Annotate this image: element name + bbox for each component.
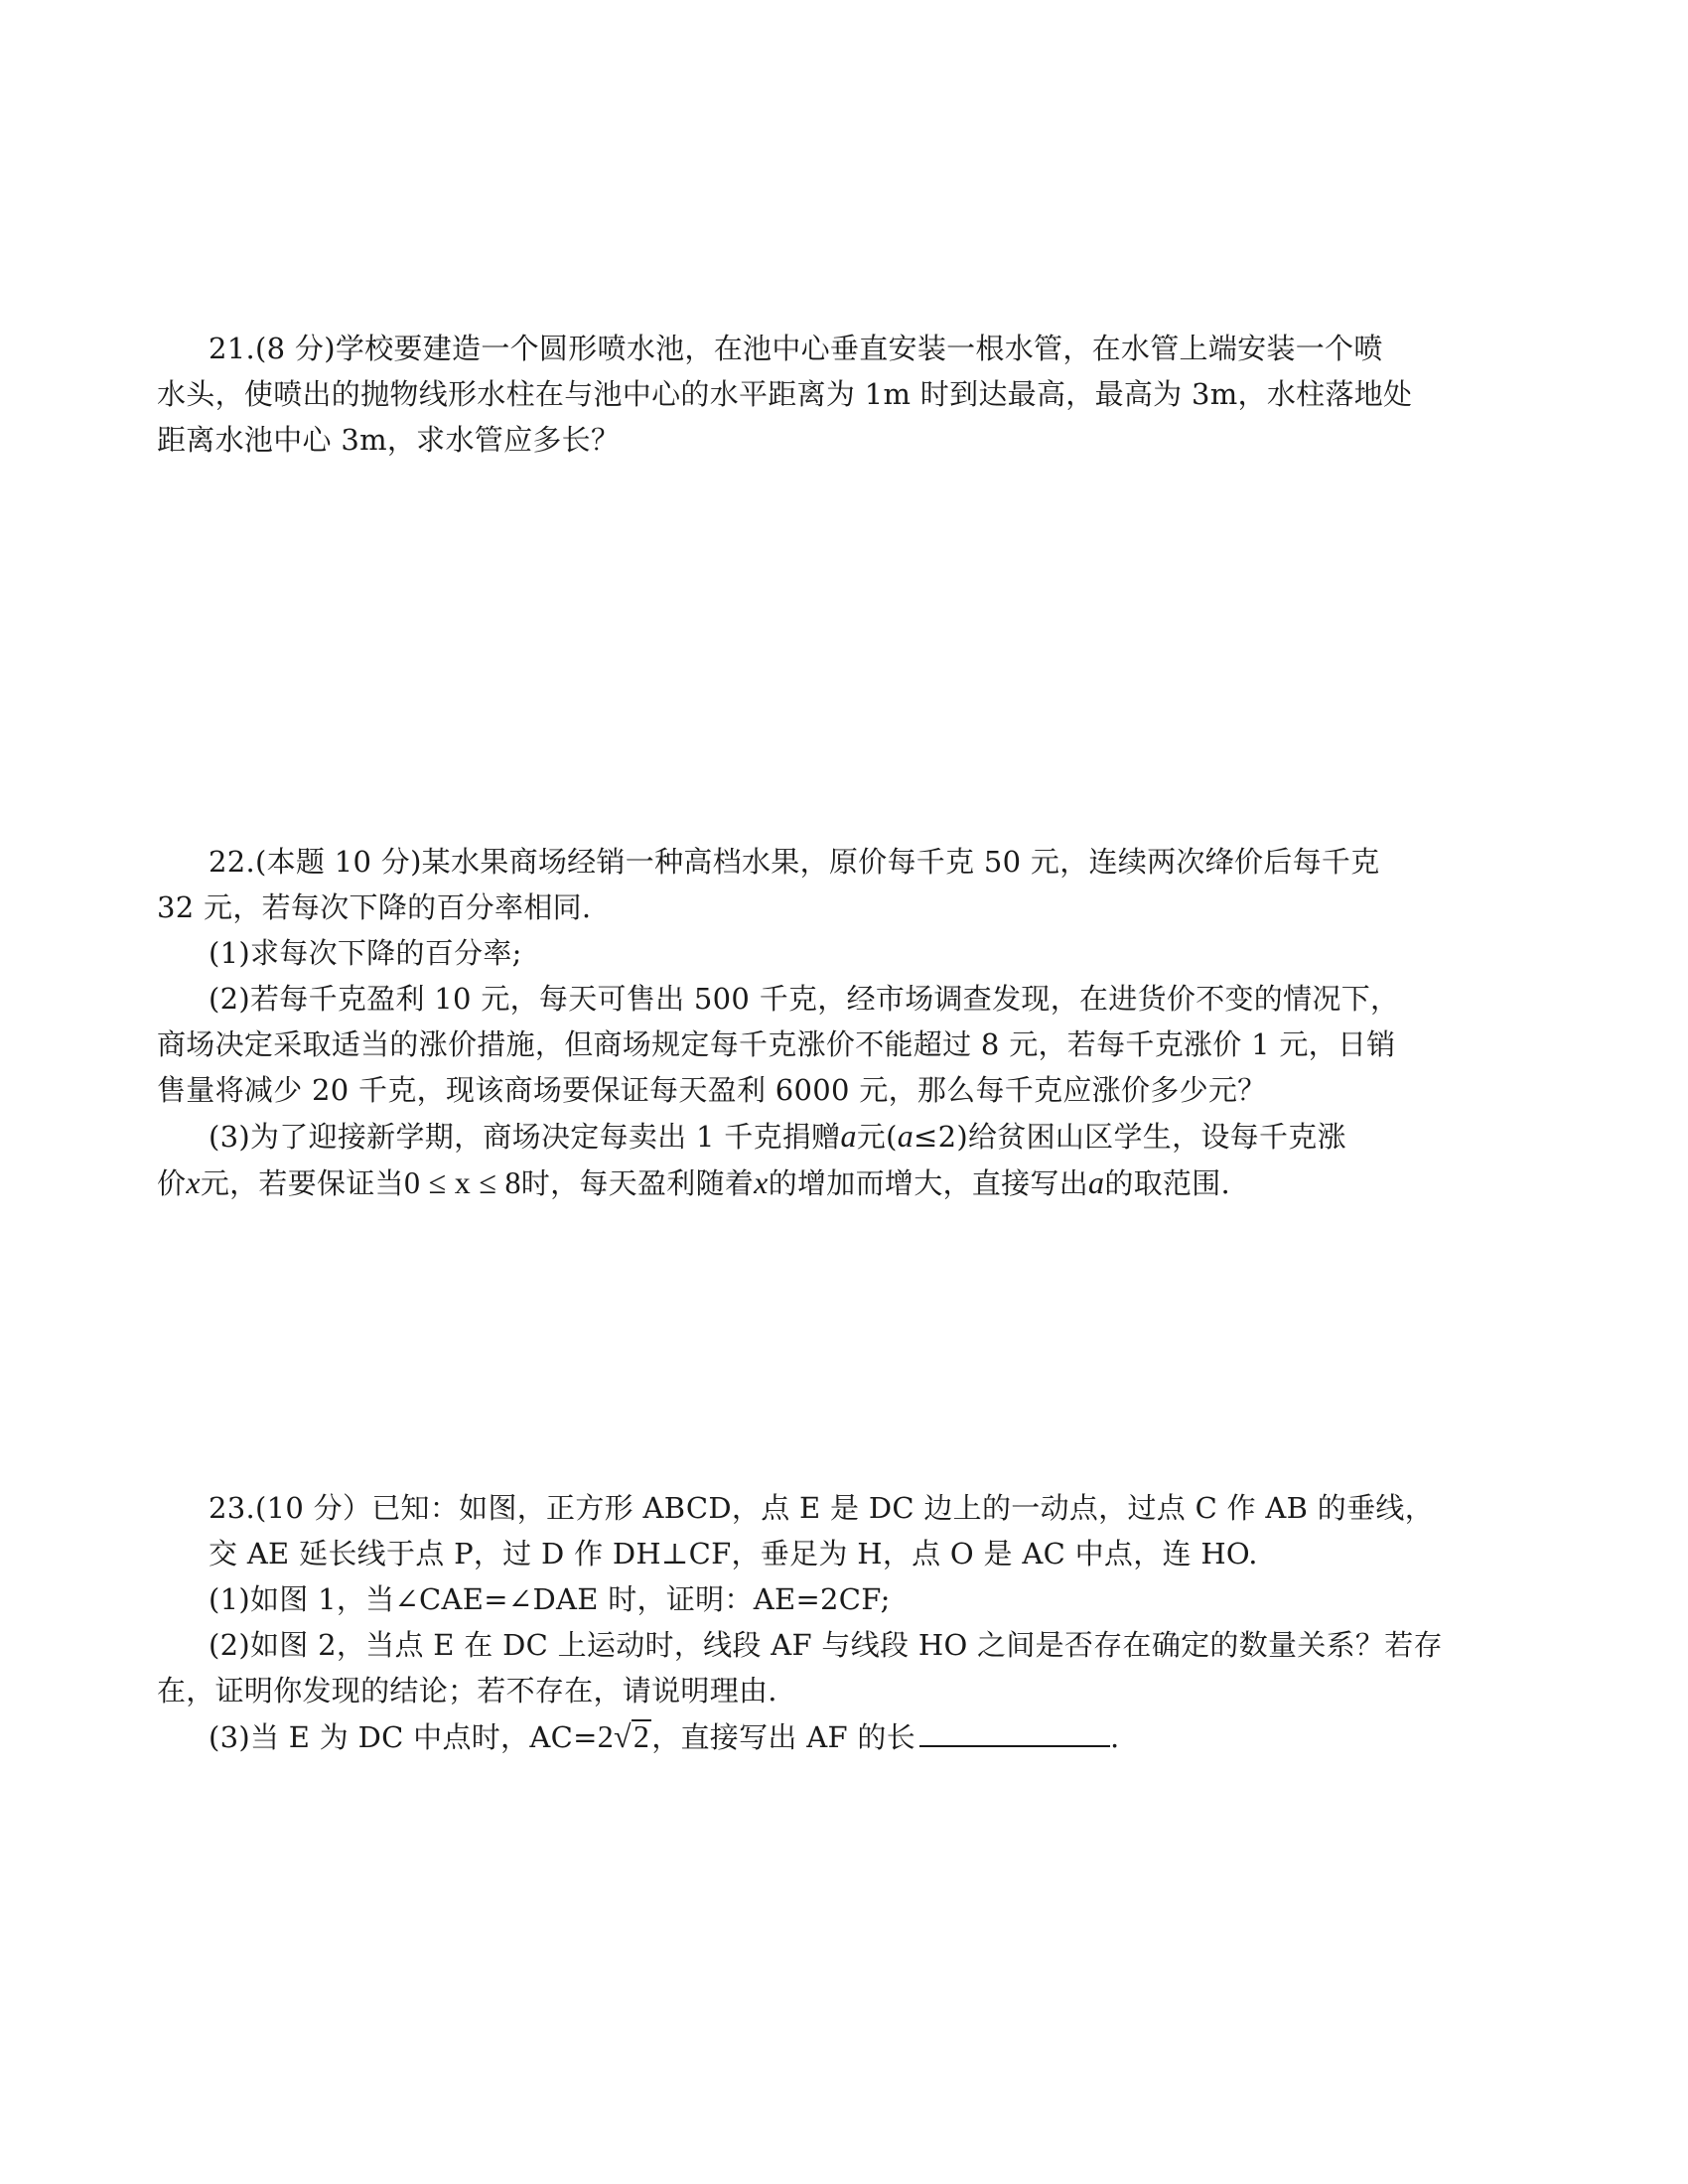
square-root: √2 [614,1718,650,1754]
problem-21 [157,326,1539,463]
problem-21-line-2: 水头，使喷出的抛物线形水柱在与池中心的水平距离为 1m 时到达最高，最高为 3m，水柱落地处 [157,377,1413,411]
problem-22 [157,839,1539,1206]
problem-22-part-3-line-2 [157,1160,1539,1206]
p22-p3-text-7: 的增加而增大，直接写出 [768,1166,1088,1200]
problem-22-part-2-line-1: (2)若每千克盈利 10 元，每天可售出 500 千克，经市场调查发现，在进货价不变的情况下， [209,982,1400,1016]
problem-23-part-2-line-1: (2)如图 2，当点 E 在 DC 上运动时，线段 AF 与线段 HO 之间是否存在确定的数量关系？若存 [209,1628,1443,1662]
problem-23-part-3 [157,1713,1539,1760]
p22-p3-text-2: 元( [856,1120,898,1154]
answer-blank[interactable] [919,1715,1110,1747]
problem-22-line-1: 22.(本题 10 分)某水果商场经销一种高档水果，原价每千克 50 元，连续两次绛价后每千克 [209,845,1380,879]
sqrt-coefficient: 2 [597,1718,615,1754]
problem-23-part-2-line-2: 在，证明你发现的结论；若不存在，请说明理由. [157,1674,777,1707]
variable-x: x [186,1164,201,1200]
p22-p3-text-4: 价 [157,1166,187,1200]
p22-p3-text-6: 时，每天盈利随着 [520,1166,755,1200]
p22-p3-text-1: (3)为了迎接新学期，商场决定每卖出 1 千克捐赠 [209,1120,841,1154]
problem-22-line-2: 32 元，若每次下降的百分率相同. [157,890,592,924]
p22-p3-text-8: 的取范围. [1104,1166,1231,1200]
problem-23-line-2: 交 AE 延长线于点 P，过 D 作 DH⊥CF，垂足为 H，点 O 是 AC 中点，连 HO. [209,1537,1258,1570]
inequality: 0 ≤ x ≤ 8 [403,1164,521,1200]
p23-p3-text-2: ，直接写出 AF 的长 [651,1720,916,1754]
problem-23-line-1: 23.(10 分）已知：如图，正方形 ABCD，点 E 是 DC 边上的一动点，过点 C 作 AB 的垂线， [209,1491,1435,1525]
problem-22-part-2-line-2: 商场决定采取适当的涨价措施，但商场规定每千克涨价不能超过 8 元，若每千克涨价 1 元，日销 [157,1027,1396,1061]
p23-p3-end: . [1110,1720,1120,1754]
problem-23 [157,1485,1539,1760]
variable-x: x [754,1164,769,1200]
p22-p3-text-3: ≤2)给贫困山区学生，设每千克涨 [914,1120,1346,1154]
problem-22-part-1: (1)求每次下降的百分率; [209,936,522,970]
variable-a: a [1088,1164,1105,1200]
variable-a: a [840,1118,857,1154]
p23-p3-text-1: (3)当 E 为 DC 中点时，AC= [209,1720,598,1754]
p22-p3-text-5: 元，若要保证当 [200,1166,404,1200]
variable-a: a [897,1118,914,1154]
problem-21-line-1: 21.(8 分)学校要建造一个圆形喷水池，在池中心垂直安装一根水管，在水管上端安装一个喷 [209,332,1383,365]
problem-21-line-3: 距离水池中心 3m，求水管应多长？ [157,423,621,457]
problem-23-part-1: (1)如图 1，当∠CAE=∠DAE 时，证明：AE=2CF; [209,1582,891,1616]
sqrt-radicand: 2 [633,1718,650,1754]
problem-22-part-2-line-3: 售量将减少 20 千克，现该商场要保证每天盈利 6000 元，那么每千克应涨价多少元？ [157,1073,1267,1107]
problem-22-part-3-line-1 [157,1113,1539,1160]
